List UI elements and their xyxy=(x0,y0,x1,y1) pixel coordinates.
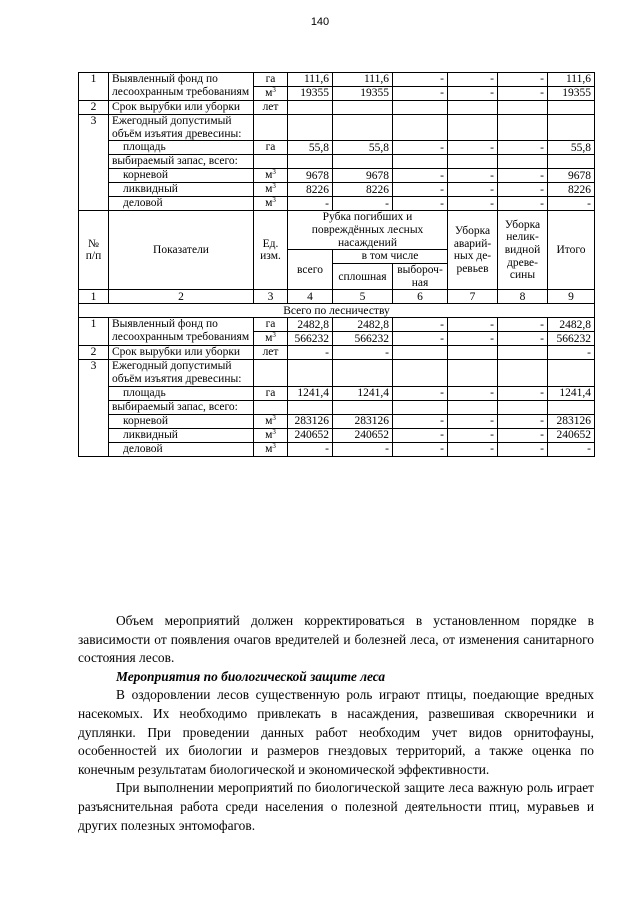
empty-cell xyxy=(498,115,548,141)
unit-text: $м^3$ xyxy=(265,414,276,427)
value-cell: - xyxy=(393,332,448,346)
column-number: 8 xyxy=(498,290,548,304)
value-cell: - xyxy=(393,141,448,155)
value-cell: 283126 xyxy=(333,414,393,428)
paragraph-birds: В оздоровлении лесов существенную роль играют птицы, поедающие вредных насекомых. Их необходимо привлекать в насаждения, развешивая скворечники и дуплянки. При проведении данных работ необходим учет видов орнитофауны, особенностей их биологии и размеров гнездовых территорий, а также оценка по конечным результатам биологической и экономической эффективности. xyxy=(78,687,594,777)
column-number: 2 xyxy=(109,290,254,304)
value-cell: - xyxy=(448,169,498,183)
empty-cell xyxy=(548,155,595,169)
value-cell: 55,8 xyxy=(288,141,333,155)
unit-cell xyxy=(254,87,288,101)
value-cell: 19355 xyxy=(548,87,595,101)
row-indicator: площадь xyxy=(109,141,254,155)
value-cell: 2482,8 xyxy=(548,318,595,332)
column-number: 9 xyxy=(548,290,595,304)
header-row xyxy=(79,211,595,250)
table-row xyxy=(79,360,595,386)
unit-cell xyxy=(254,169,288,183)
header-clear: сплошная xyxy=(333,264,393,290)
empty-cell xyxy=(333,115,393,141)
column-number: 4 xyxy=(288,290,333,304)
unit-cell xyxy=(254,428,288,442)
value-cell: - xyxy=(448,442,498,456)
value-cell: - xyxy=(448,414,498,428)
value-cell: 8226 xyxy=(548,183,595,197)
value-cell: - xyxy=(498,442,548,456)
value-cell: 8226 xyxy=(288,183,333,197)
value-cell: 2482,8 xyxy=(288,318,333,332)
empty-cell xyxy=(448,155,498,169)
row-indicator: Ежегодный допустимый объём изъятия древесины: xyxy=(109,115,254,141)
unit-text: га xyxy=(265,318,276,331)
unit-cell xyxy=(254,442,288,456)
value-cell: - xyxy=(448,183,498,197)
value-cell: - xyxy=(498,183,548,197)
row-number: 3 xyxy=(79,360,109,456)
row-indicator: выбираемый запас, всего: xyxy=(109,155,254,169)
value-cell: - xyxy=(498,428,548,442)
unit-text: га xyxy=(265,386,276,399)
value-cell: - xyxy=(393,318,448,332)
value-cell: - xyxy=(448,428,498,442)
table-top-section xyxy=(79,73,595,211)
empty-cell xyxy=(393,400,448,414)
value-cell: - xyxy=(498,141,548,155)
unit-text: лет xyxy=(262,101,279,113)
table-row xyxy=(79,141,595,155)
header-including: в том числе xyxy=(333,250,448,264)
value-cell: - xyxy=(393,73,448,87)
unit-text: лет xyxy=(262,346,279,359)
empty-cell xyxy=(333,101,393,115)
value-cell: - xyxy=(498,318,548,332)
unit-cell xyxy=(254,346,288,360)
unit-text: $м^3$ xyxy=(265,196,276,210)
value-cell: - xyxy=(498,87,548,101)
unit-cell xyxy=(254,386,288,400)
empty-cell xyxy=(498,400,548,414)
empty-cell xyxy=(288,155,333,169)
value-cell: - xyxy=(448,318,498,332)
value-cell: - xyxy=(448,332,498,346)
value-cell: - xyxy=(333,197,393,211)
table-row xyxy=(79,318,595,332)
header-indicators: Показатели xyxy=(109,211,254,290)
row-indicator: деловой xyxy=(109,197,254,211)
value-cell: - xyxy=(498,197,548,211)
empty-cell xyxy=(393,115,448,141)
row-number: 2 xyxy=(79,101,109,115)
row-indicator: корневой xyxy=(109,414,254,428)
value-cell: 240652 xyxy=(333,428,393,442)
page-number: 140 xyxy=(310,16,330,28)
section-title: Всего по лесничеству xyxy=(79,304,595,318)
value-cell: 55,8 xyxy=(333,141,393,155)
value-cell: 566232 xyxy=(333,332,393,346)
unit-cell xyxy=(254,101,288,115)
row-number: 2 xyxy=(79,346,109,360)
row-indicator: Срок вырубки или уборки xyxy=(109,101,254,115)
value-cell: - xyxy=(448,197,498,211)
empty-cell xyxy=(498,101,548,115)
value-cell: 240652 xyxy=(288,428,333,442)
table-row xyxy=(79,386,595,400)
section-heading-biological: Мероприятия по биологической защите леса xyxy=(116,668,386,684)
table-row xyxy=(79,346,595,360)
table-row xyxy=(79,428,595,442)
value-cell: - xyxy=(288,346,333,360)
value-cell: 283126 xyxy=(548,414,595,428)
unit-text: $м^3$ xyxy=(265,428,276,441)
unit-text: $м^3$ xyxy=(265,442,276,455)
value-cell xyxy=(393,346,448,360)
empty-cell xyxy=(333,400,393,414)
value-cell: - xyxy=(498,73,548,87)
row-indicator: корневой xyxy=(109,169,254,183)
row-indicator: Выявленный фонд по лесоохранным требованиям xyxy=(109,318,254,346)
table-row xyxy=(79,101,595,115)
empty-cell xyxy=(448,101,498,115)
table-row xyxy=(79,73,595,87)
value-cell: - xyxy=(393,414,448,428)
column-number: 6 xyxy=(393,290,448,304)
empty-cell xyxy=(393,360,448,386)
value-cell: 2482,8 xyxy=(333,318,393,332)
header-emergency: Уборка аварий-ных де-ревьев xyxy=(448,211,498,290)
value-cell: - xyxy=(288,197,333,211)
value-cell: - xyxy=(448,386,498,400)
empty-cell xyxy=(288,101,333,115)
empty-cell xyxy=(333,360,393,386)
unit-text: $м^3$ xyxy=(265,182,276,196)
empty-cell xyxy=(448,400,498,414)
header-unit: Ед. изм. xyxy=(254,211,288,290)
value-cell: - xyxy=(498,386,548,400)
empty-cell xyxy=(288,115,333,141)
paragraph-outreach: При выполнении мероприятий по биологической защите леса важную роль играет разъяснительная работа среди населения о полезной деятельности птиц, муравьев и других полезных энтомофагов. xyxy=(78,780,594,833)
column-numbers-row xyxy=(79,290,595,304)
row-indicator: ликвидный xyxy=(109,183,254,197)
unit-text: $м^3$ xyxy=(265,86,276,99)
value-cell: - xyxy=(393,428,448,442)
header-sum: Итого xyxy=(548,211,595,290)
table-row xyxy=(79,169,595,183)
column-number: 1 xyxy=(79,290,109,304)
empty-cell xyxy=(548,115,595,141)
value-cell: 55,8 xyxy=(548,141,595,155)
row-indicator: Выявленный фонд по лесоохранным требованиям xyxy=(109,73,254,101)
unit-cell xyxy=(254,318,288,332)
unit-text: $м^3$ xyxy=(265,331,276,345)
row-indicator: Срок вырубки или уборки xyxy=(109,346,254,360)
header-total: всего xyxy=(288,250,333,290)
table-row xyxy=(79,400,595,414)
empty-cell xyxy=(448,360,498,386)
value-cell: - xyxy=(393,169,448,183)
value-cell: - xyxy=(448,73,498,87)
table-bottom-section xyxy=(79,318,595,456)
unit-cell xyxy=(254,73,288,87)
value-cell: - xyxy=(448,87,498,101)
row-number: 1 xyxy=(79,73,109,101)
empty-cell xyxy=(393,101,448,115)
header-illiquid: Уборка нелик-видной древе-сины xyxy=(498,211,548,290)
value-cell: - xyxy=(393,183,448,197)
table-row xyxy=(79,414,595,428)
empty-cell xyxy=(548,101,595,115)
value-cell: - xyxy=(333,346,393,360)
row-number: 3 xyxy=(79,115,109,211)
value-cell: 111,6 xyxy=(548,73,595,87)
value-cell: - xyxy=(498,414,548,428)
value-cell: 283126 xyxy=(288,414,333,428)
value-cell: - xyxy=(548,442,595,456)
value-cell: 9678 xyxy=(288,169,333,183)
value-cell: - xyxy=(393,442,448,456)
value-cell: - xyxy=(548,197,595,211)
unit-cell xyxy=(254,414,288,428)
value-cell: 8226 xyxy=(333,183,393,197)
value-cell: 1241,4 xyxy=(288,386,333,400)
row-indicator: деловой xyxy=(109,442,254,456)
empty-cell xyxy=(333,155,393,169)
value-cell xyxy=(448,346,498,360)
header-selective: выбороч-ная xyxy=(393,264,448,290)
empty-cell xyxy=(498,155,548,169)
empty-cell xyxy=(254,155,288,169)
value-cell: - xyxy=(498,169,548,183)
value-cell: - xyxy=(448,141,498,155)
table-row xyxy=(79,197,595,211)
column-number: 7 xyxy=(448,290,498,304)
value-cell: - xyxy=(393,386,448,400)
unit-cell xyxy=(254,141,288,155)
column-number: 5 xyxy=(333,290,393,304)
empty-cell xyxy=(254,400,288,414)
value-cell: - xyxy=(393,197,448,211)
header-felling: Рубка погибших и повреждённых лесных насаждений xyxy=(288,211,448,250)
unit-text: га xyxy=(265,73,276,85)
empty-cell xyxy=(254,360,288,386)
table-row xyxy=(79,183,595,197)
empty-cell xyxy=(254,115,288,141)
row-indicator: ликвидный xyxy=(109,428,254,442)
column-number: 3 xyxy=(254,290,288,304)
body-text xyxy=(78,612,594,835)
value-cell: - xyxy=(498,332,548,346)
header-num: № п/п xyxy=(79,211,109,290)
empty-cell xyxy=(393,155,448,169)
value-cell: - xyxy=(288,442,333,456)
unit-text: $м^3$ xyxy=(265,168,276,182)
value-cell: 9678 xyxy=(333,169,393,183)
table-row xyxy=(79,155,595,169)
empty-cell xyxy=(498,360,548,386)
value-cell: 566232 xyxy=(288,332,333,346)
value-cell: - xyxy=(548,346,595,360)
table-header xyxy=(79,211,595,318)
table-row xyxy=(79,442,595,456)
row-number: 1 xyxy=(79,318,109,346)
row-indicator: выбираемый запас, всего: xyxy=(109,400,254,414)
value-cell: - xyxy=(333,442,393,456)
value-cell: 19355 xyxy=(333,87,393,101)
empty-cell xyxy=(288,360,333,386)
row-indicator: площадь xyxy=(109,386,254,400)
empty-cell xyxy=(548,400,595,414)
value-cell: 111,6 xyxy=(333,73,393,87)
value-cell: 566232 xyxy=(548,332,595,346)
empty-cell xyxy=(288,400,333,414)
value-cell: 9678 xyxy=(548,169,595,183)
unit-text: га xyxy=(265,141,276,154)
empty-cell xyxy=(548,360,595,386)
value-cell: 19355 xyxy=(288,87,333,101)
unit-cell xyxy=(254,332,288,346)
empty-cell xyxy=(448,115,498,141)
value-cell: - xyxy=(393,87,448,101)
paragraph-adjustment: Объем мероприятий должен корректироваться в установленном порядке в зависимости от появления очагов вредителей и болезней леса, от изменения санитарного состояния лесов. xyxy=(78,613,594,666)
value-cell: 1241,4 xyxy=(333,386,393,400)
value-cell: 111,6 xyxy=(288,73,333,87)
unit-cell xyxy=(254,197,288,211)
table-row xyxy=(79,115,595,141)
value-cell: 240652 xyxy=(548,428,595,442)
value-cell xyxy=(498,346,548,360)
unit-cell xyxy=(254,183,288,197)
felling-table xyxy=(78,72,595,457)
value-cell: 1241,4 xyxy=(548,386,595,400)
row-indicator: Ежегодный допустимый объём изъятия древесины: xyxy=(109,360,254,386)
